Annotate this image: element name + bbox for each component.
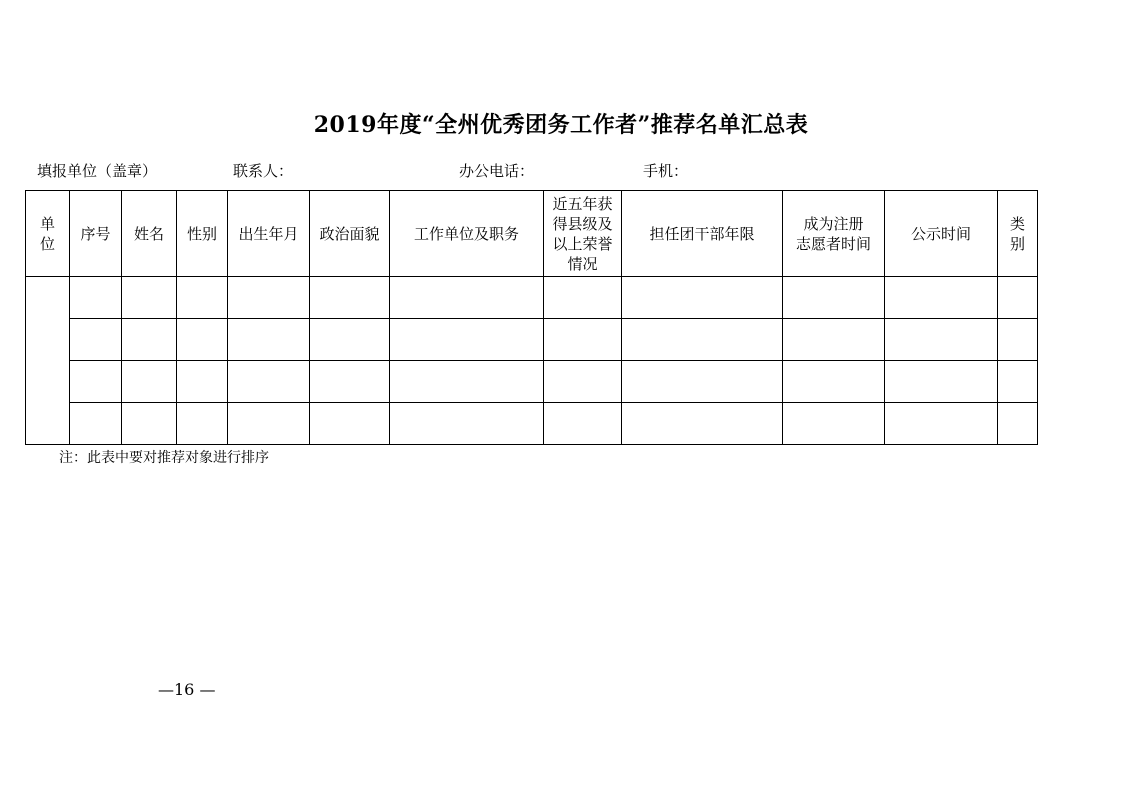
table-cell[interactable]: [998, 403, 1038, 445]
column-header: 性别: [177, 191, 228, 277]
table-row: [26, 403, 1038, 445]
table-cell[interactable]: [70, 361, 122, 403]
table-cell[interactable]: [544, 361, 622, 403]
unit-cell[interactable]: [26, 277, 70, 445]
table-cell[interactable]: [783, 319, 885, 361]
column-header: 姓名: [122, 191, 177, 277]
table-cell[interactable]: [885, 319, 998, 361]
table-cell[interactable]: [390, 277, 544, 319]
fill-contact-label: 联系人：: [233, 162, 294, 180]
table-cell[interactable]: [177, 361, 228, 403]
table-cell[interactable]: [390, 403, 544, 445]
table-cell[interactable]: [622, 403, 783, 445]
table-cell[interactable]: [885, 403, 998, 445]
table-cell[interactable]: [544, 277, 622, 319]
table-cell[interactable]: [122, 361, 177, 403]
fill-office-phone-label: 办公电话：: [459, 162, 535, 180]
table-cell[interactable]: [228, 277, 310, 319]
table-cell[interactable]: [70, 403, 122, 445]
page-number: —16 —: [158, 680, 216, 699]
table-cell[interactable]: [122, 319, 177, 361]
table-cell[interactable]: [122, 403, 177, 445]
table-cell[interactable]: [544, 403, 622, 445]
table-cell[interactable]: [783, 403, 885, 445]
column-header: 工作单位及职务: [390, 191, 544, 277]
column-header: 担任团干部年限: [622, 191, 783, 277]
table-cell[interactable]: [998, 361, 1038, 403]
table-cell[interactable]: [622, 277, 783, 319]
table-cell[interactable]: [310, 319, 390, 361]
table-cell[interactable]: [783, 361, 885, 403]
table-body: [26, 277, 1038, 445]
table-cell[interactable]: [390, 319, 544, 361]
fill-mobile-label: 手机：: [643, 162, 689, 180]
table-row: [26, 361, 1038, 403]
fill-unit-label: 填报单位（盖章）: [37, 162, 158, 180]
table-cell[interactable]: [998, 277, 1038, 319]
table-cell[interactable]: [622, 319, 783, 361]
column-header: 公示时间: [885, 191, 998, 277]
column-header: 出生年月: [228, 191, 310, 277]
column-header: 政治面貌: [310, 191, 390, 277]
table-cell[interactable]: [70, 319, 122, 361]
summary-table: [25, 190, 1038, 445]
table-cell[interactable]: [622, 361, 783, 403]
table-cell[interactable]: [310, 361, 390, 403]
column-header: 类 别: [998, 191, 1038, 277]
table-cell[interactable]: [998, 319, 1038, 361]
table-cell[interactable]: [390, 361, 544, 403]
table-cell[interactable]: [228, 403, 310, 445]
table-cell[interactable]: [310, 403, 390, 445]
column-header: 单 位: [26, 191, 70, 277]
table-cell[interactable]: [177, 319, 228, 361]
table-cell[interactable]: [544, 319, 622, 361]
table-note: 注：此表中要对推荐对象进行排序: [59, 450, 269, 466]
column-header: 序号: [70, 191, 122, 277]
table-cell[interactable]: [783, 277, 885, 319]
table-row: [26, 277, 1038, 319]
header-row: [26, 191, 1038, 277]
table-cell[interactable]: [885, 361, 998, 403]
table-cell[interactable]: [228, 361, 310, 403]
table-cell[interactable]: [228, 319, 310, 361]
table-cell[interactable]: [177, 403, 228, 445]
table-cell[interactable]: [70, 277, 122, 319]
table-cell[interactable]: [885, 277, 998, 319]
column-header: 近五年获 得县级及 以上荣誉 情况: [544, 191, 622, 277]
table-cell[interactable]: [177, 277, 228, 319]
column-header: 成为注册 志愿者时间: [783, 191, 885, 277]
table-row: [26, 319, 1038, 361]
table-cell[interactable]: [122, 277, 177, 319]
table-cell[interactable]: [310, 277, 390, 319]
document-title: 2019年度“全州优秀团务工作者”推荐名单汇总表: [313, 112, 809, 138]
